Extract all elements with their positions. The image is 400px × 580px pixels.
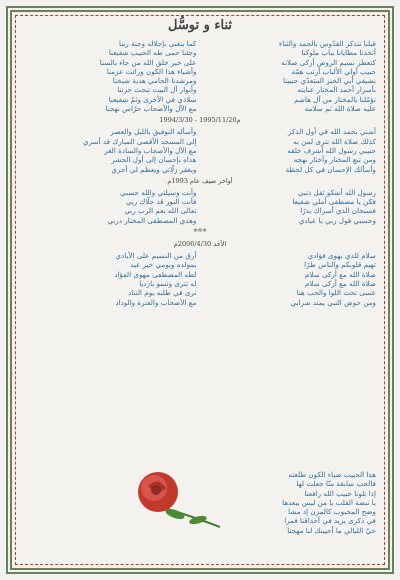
verse-line: أشني بحمد الله في أول الذكر: [287, 127, 376, 137]
verse-line: قبلنا نتذكر القدّوس بالحمد والثناء: [278, 39, 376, 48]
verse-line: مع الآل والأصحاب حرّاس نهجنا: [105, 104, 197, 114]
verse-line: ومن تبع المختار وأختار نهجه: [293, 155, 376, 165]
verse-line: كتعطر نسيم الروض أزكى صلاته: [281, 57, 376, 67]
poem-section-3: [24, 188, 376, 225]
left-column: [24, 127, 196, 173]
verse-line: كما يتغنى بإجلاله وجنة ربنا: [119, 39, 197, 48]
verse-line: عسى تحت اللوا والحب هنا: [296, 288, 376, 298]
poem-section-1: [24, 39, 376, 113]
verse-line: أرق من النسيم على الأيادي: [115, 251, 197, 261]
verse-line: وجئنا حمى طه الحبيب شفيعنا: [108, 48, 197, 58]
verse-line: تعالى الله نعم الرب ربي: [124, 206, 197, 216]
verse-line: عليه صلاة الله ثم سلامه: [304, 104, 376, 114]
verse-line: ومرشدنا الحامي هدية شيخنا: [112, 76, 197, 86]
section-date: 1994/3/30 - 1995/11/20م: [159, 116, 241, 125]
verse-line: هذا الحبيب ضياء الكون طلعته: [288, 470, 376, 479]
verse-line: ويغفر زلّاتي ويعظم لي أجري: [111, 164, 197, 174]
left-column: [24, 251, 196, 307]
verse-line: حبيب أولي الألباب أرتب همّة: [291, 66, 376, 76]
verse-line: حيّ الليالي ما أحيينك لنا مهجنا: [287, 525, 376, 535]
verse-line: بمولده ويومي خير عيد: [130, 260, 197, 270]
verse-line: وضح المحبوب كالمزن إذ مشا: [288, 507, 376, 517]
verse-line: فسبحان الذي أسراك بدرًا: [300, 206, 376, 216]
verse-line: مع الأصحاب والعترة والوداد: [115, 297, 197, 307]
verse-line: تهيم قلوبكم والناس طرًا: [304, 260, 376, 270]
section-date: الأحد 2006/4/30م: [173, 240, 227, 249]
verse-line: مع الآل والأصحاب والسادة الغر: [104, 145, 197, 155]
poem-section-2: [24, 127, 376, 173]
verse-line: أتخذنا مطايانا بباب ملوكنا: [301, 48, 376, 58]
verse-line: سلاذي في الأخرى وثمّ شفيعنا: [108, 94, 197, 104]
verse-line: يا نبضة القلب يا من ليس يبعدها: [282, 497, 376, 507]
verse-line: حبيبي رسول الله أشرف خلقه: [287, 145, 376, 155]
verse-line: على خير خلق الله من جاء بالسنا: [99, 57, 197, 67]
verse-line: وهدي المصطفى المختار دربي: [107, 215, 197, 225]
verse-line: وأسألك الإحسان في كل لحظة: [285, 164, 376, 174]
verse-line: تؤمّلنا بالمختار من آل هاشم: [294, 94, 376, 104]
verse-line: صلاة الله مع أزكى سلام: [304, 269, 376, 279]
verse-line: سلام للذي يهوى فؤادي: [307, 251, 376, 261]
left-column: [24, 188, 196, 225]
verse-line: كذلك صلاة الله تترى لمن به: [293, 136, 376, 146]
verse-line: وأنوار آل البيت تبحث حزننا: [117, 85, 197, 95]
verse-line: وأشياء هذا الكون ورائت عزمنا: [106, 66, 197, 76]
verse-line: نرى في طلبه يوم التناد: [128, 288, 197, 298]
verse-line: له تترى وتنمو بازديا: [139, 278, 197, 288]
section-date: أواخر صيف عام 1993م: [167, 176, 233, 185]
verse-line: لطه المصطفى مهوى الفؤاد: [114, 269, 197, 279]
verse-line: إذا تلونا حبيب الله رافعنا: [304, 488, 376, 498]
verse-line: فالحب سابقة منّا جعلت لها: [296, 479, 376, 489]
verse-line: بشيفي أبي الخير المتعدّي حبيبنا: [283, 76, 376, 86]
poem-section-4: [24, 251, 376, 307]
verse-line: رسول الله أشكو ثقل ذنبي: [297, 187, 376, 197]
right-column: [204, 188, 376, 225]
verse-line: بأسرار أحمد المختار عنايته: [297, 85, 376, 95]
verse-line: فكن يا مصطفى أملي شفيعا: [292, 197, 376, 207]
page-title: ثناء و توسُّل: [167, 18, 233, 33]
verse-line: وحسبي قول ربي يا عبادي: [298, 215, 376, 225]
stars-divider: ***: [193, 228, 207, 239]
verse-line: ومن حوض النبي يمتد شرابي: [290, 297, 376, 307]
footer-verses: [24, 470, 376, 535]
right-column: [204, 251, 376, 307]
verse-line: وأسأله التوفيق بالليل والعصر: [110, 127, 197, 137]
verse-line: وأنت وسيلتي والله حسبي: [119, 187, 197, 197]
verse-line: صلاة الله مع أزكى سلام: [304, 278, 376, 288]
right-column: [204, 39, 376, 113]
verse-line: فأنت النور قد جلّاك ربي: [125, 197, 197, 207]
verse-line: هداه بإحسان إلى أول الحشر: [111, 155, 197, 165]
verse-line: في ذكرى يزيد في أحداقنا قمرا: [284, 516, 376, 526]
right-column: [204, 127, 376, 173]
left-column: [24, 39, 196, 113]
verse-line: إلى المسجد الأقصى المبارك قد أُسري: [83, 136, 197, 146]
